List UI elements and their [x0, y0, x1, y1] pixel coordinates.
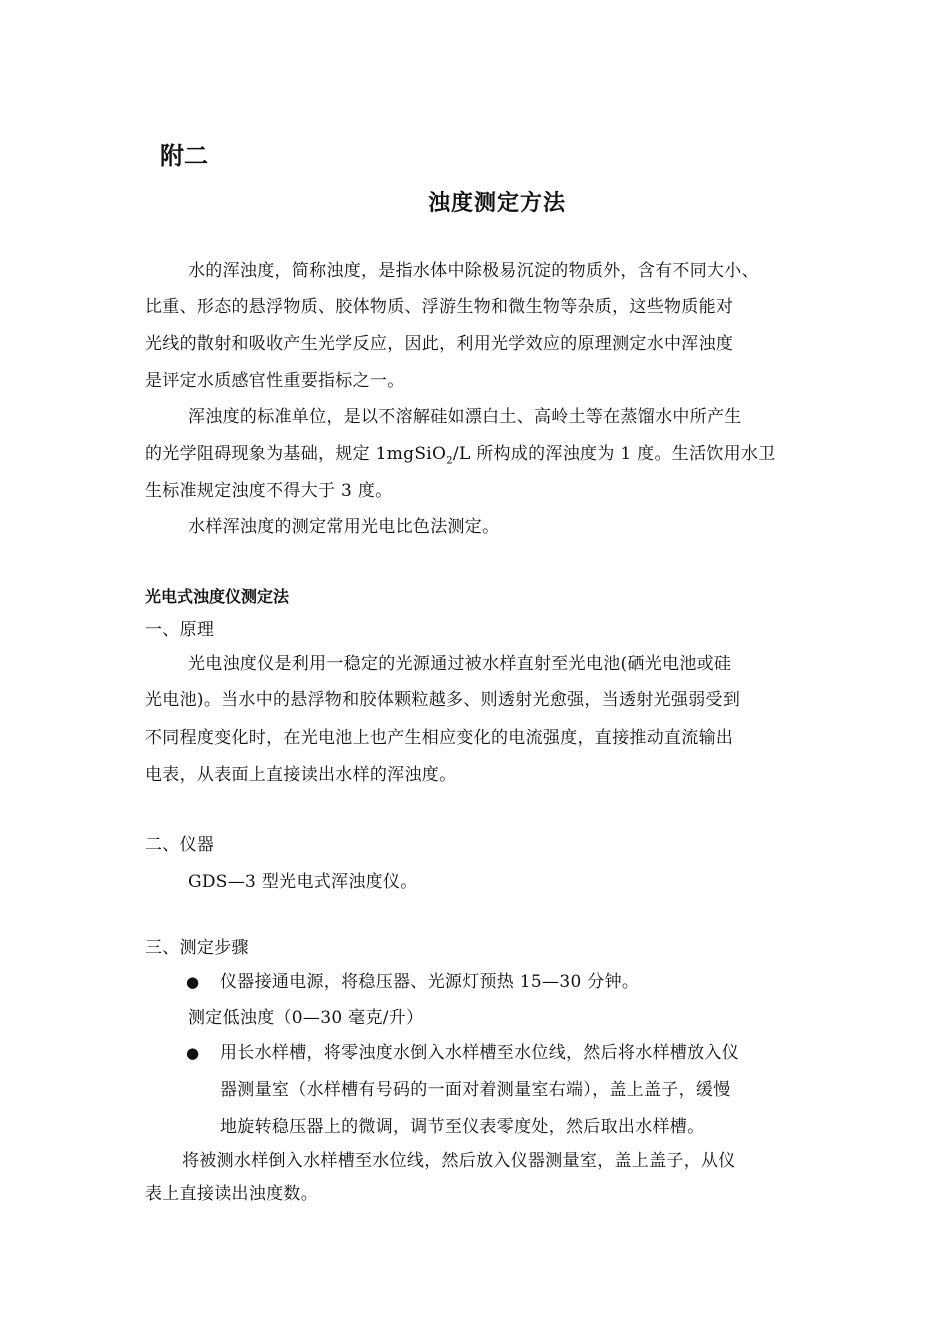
bullet-icon: ● — [186, 973, 200, 991]
principle-line-4: 电表，从表面上直接读出水样的浑浊度。 — [145, 765, 457, 785]
subscript-2: 2 — [446, 455, 453, 467]
intro-p3: 水样浑浊度的测定常用光电比色法测定。 — [188, 517, 500, 537]
intro-p1-line-1: 水的浑浊度，简称浊度，是指水体中除极易沉淀的物质外，含有不同大小、 — [188, 261, 759, 281]
step-2-line-3: 地旋转稳压器上的微调，调节至仪表零度处，然后取出水样槽。 — [220, 1117, 705, 1137]
principle-line-1: 光电浊度仪是利用一稳定的光源通过被水样直射至光电池(硒光电池或硅 — [188, 654, 732, 674]
appendix-label: 附二 — [160, 142, 208, 170]
intro-p1-line-4: 是评定水质感官性重要指标之一。 — [145, 371, 405, 391]
step-2-line-1: 用长水样槽，将零浊度水倒入水样槽至水位线，然后将水样槽放入仪 — [220, 1043, 739, 1063]
document-title: 浊度测定方法 — [428, 191, 567, 216]
steps-heading: 三、测定步骤 — [145, 938, 249, 958]
step-1: 仪器接通电源，将稳压器、光源灯预热 15—30 分钟。 — [220, 972, 640, 992]
intro-p2-line-2-after: /L 所构成的浑浊度为 1 度。生活饮用水卫 — [452, 444, 776, 464]
section-heading: 光电式浊度仪测定法 — [145, 587, 290, 606]
intro-p2-line-2 — [145, 443, 776, 472]
principle-heading: 一、原理 — [145, 620, 215, 640]
instrument-text: GDS—3 型光电式浑浊度仪。 — [188, 872, 418, 892]
low-turbidity-label: 测定低浊度（0—30 毫克/升） — [188, 1008, 424, 1028]
bullet-icon: ● — [186, 1044, 200, 1062]
instrument-heading: 二、仪器 — [145, 835, 215, 855]
step-2-line-2: 器测量室（水样槽有号码的一面对着测量室右端），盖上盖子，缓慢 — [220, 1080, 731, 1100]
intro-p2-line-2-before: 的光学阻碍现象为基础，规定 1mgSiO — [145, 444, 447, 464]
intro-p2-line-1: 浑浊度的标准单位，是以不溶解硅如漂白土、高岭土等在蒸馏水中所产生 — [188, 407, 742, 427]
final-line-2: 表上直接读出浊度数。 — [145, 1184, 318, 1204]
principle-line-2: 光电池)。当水中的悬浮物和胶体颗粒越多、则透射光愈强，当透射光强弱受到 — [145, 690, 741, 710]
final-line-1: 将被测水样倒入水样槽至水位线，然后放入仪器测量室，盖上盖子，从仪 — [182, 1151, 736, 1171]
intro-p1-line-2: 比重、形态的悬浮物质、胶体物质、浮游生物和微生物等杂质，这些物质能对 — [145, 297, 734, 317]
intro-p2-line-3: 生标准规定浊度不得大于 3 度。 — [145, 481, 393, 501]
intro-p1-line-3: 光线的散射和吸收产生光学反应，因此，利用光学效应的原理测定水中浑浊度 — [145, 334, 734, 354]
principle-line-3: 不同程度变化时，在光电池上也产生相应变化的电流强度，直接推动直流输出 — [145, 728, 734, 748]
